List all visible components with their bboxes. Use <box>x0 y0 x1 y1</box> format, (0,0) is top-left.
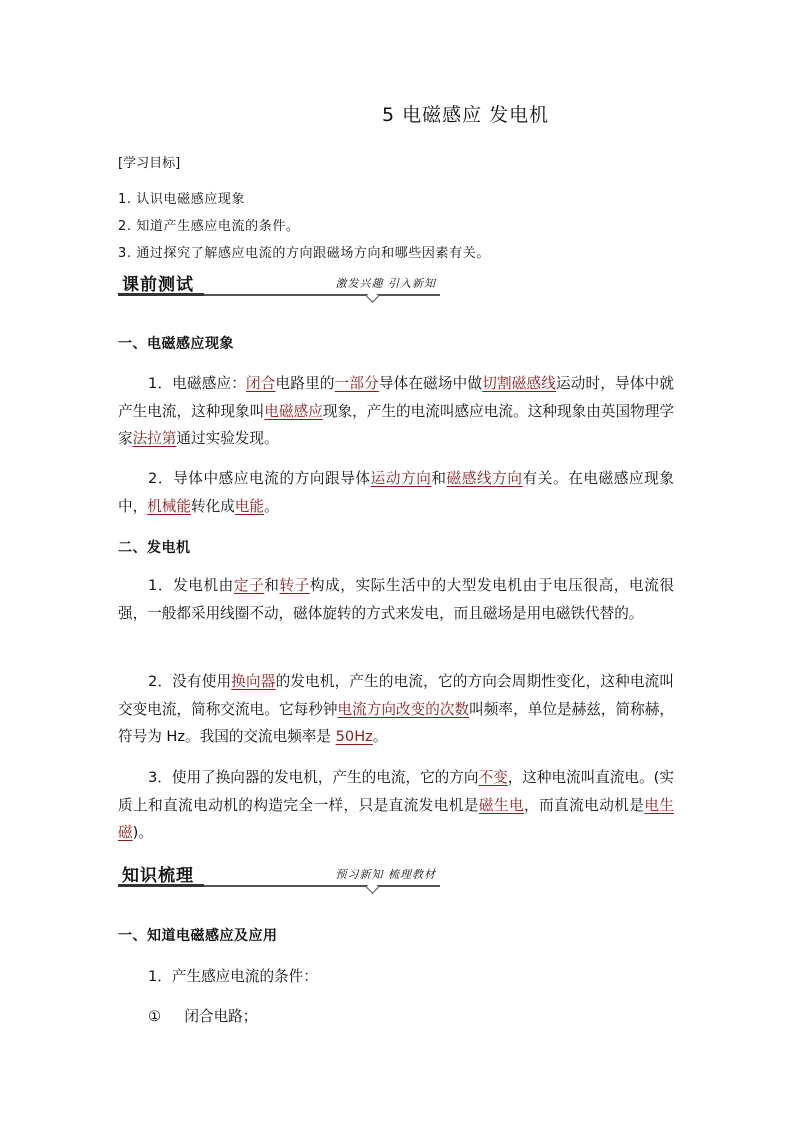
section-heading: 一、电磁感应现象 <box>118 336 234 352</box>
answer-blank: 电能 <box>234 497 264 515</box>
list-item-text: 闭合电路； <box>184 1008 258 1025</box>
circle-number: ① <box>148 1008 162 1025</box>
answer-blank: 切割磁感线 <box>482 375 557 392</box>
goal-item: 3. 通过探究了解感应电流的方向跟磁场方向和哪些因素有关。 <box>118 246 490 261</box>
banner-title: 课前测试 <box>122 275 194 295</box>
answer-blank: 磁生电 <box>478 796 525 814</box>
goal-item: 2. 知道产生感应电流的条件。 <box>118 219 300 234</box>
answer-blank: 定子 <box>233 577 265 594</box>
paragraph: 2．没有使用换向器的发电机，产生的电流，它的方向会周期性变化，这种电流叫交变电流，简称交流电。它每秒钟电流方向改变的次数叫频率，单位是赫兹，简称赫，符号为 Hz。我国的交流电频率是 50Hz。 <box>118 673 674 745</box>
answer-blank: 50Hz <box>335 728 373 745</box>
banner-underline-bold <box>118 293 204 296</box>
answer-blank: 机械能 <box>147 497 191 515</box>
answer-blank: 运动方向 <box>370 470 432 487</box>
paragraph: 2．导体中感应电流的方向跟导体运动方向和磁感线方向有关。在电磁感应现象中，机械能转化成电能。 <box>118 470 674 515</box>
section-banner-pretest <box>118 270 440 296</box>
banner-title: 知识梳理 <box>122 866 194 886</box>
paragraph: 1．发电机由定子和转子构成，实际生活中的大型发电机由于电压很高，电流很强，一般都采用线圈不动，磁体旋转的方式来发电，而且磁场是用电磁铁代替的。 <box>118 577 674 622</box>
answer-blank: 电磁感应 <box>264 402 323 420</box>
page-title: 5 电磁感应 发电机 <box>382 104 550 126</box>
banner-notch <box>366 881 379 894</box>
answer-blank: 转子 <box>279 577 310 594</box>
section-banner-knowledge <box>118 861 440 887</box>
section-heading: 一、知道电磁感应及应用 <box>118 928 278 944</box>
answer-blank: 闭合 <box>246 375 276 392</box>
paragraph: 3．使用了换向器的发电机，产生的电流，它的方向不变，这种电流叫直流电。(实质上和直流电动机的构造完全一样，只是直流发电机是磁生电，而直流电动机是电生磁)。 <box>118 769 674 841</box>
answer-blank: 电生磁 <box>118 796 674 841</box>
paragraph: 1．电磁感应：闭合电路里的一部分导体在磁场中做切割磁感线运动时，导体中就产生电流，这种现象叫电磁感应现象，产生的电流叫感应电流。这种现象由英国物理学家法拉第通过实验发现。 <box>118 375 674 447</box>
answer-blank: 一部分 <box>334 375 379 392</box>
banner-subtitle: 激发兴趣 引入新知 <box>335 277 436 290</box>
list-item: 1．产生感应电流的条件： <box>148 968 318 985</box>
banner-notch <box>366 290 379 303</box>
answer-blank: 法拉第 <box>132 430 177 447</box>
banner-subtitle: 预习新知 梳理教材 <box>335 868 436 881</box>
answer-blank: 磁感线方向 <box>446 470 523 487</box>
answer-blank: 换向器 <box>231 673 276 690</box>
goals-label: [学习目标] <box>118 156 181 171</box>
list-item <box>148 1005 257 1026</box>
answer-blank: 电流方向改变的次数 <box>337 700 470 718</box>
banner-underline-bold <box>118 884 204 887</box>
answer-blank: 不变 <box>478 769 508 786</box>
goal-item: 1. 认识电磁感应现象 <box>118 192 246 207</box>
section-heading: 二、发电机 <box>118 540 191 556</box>
